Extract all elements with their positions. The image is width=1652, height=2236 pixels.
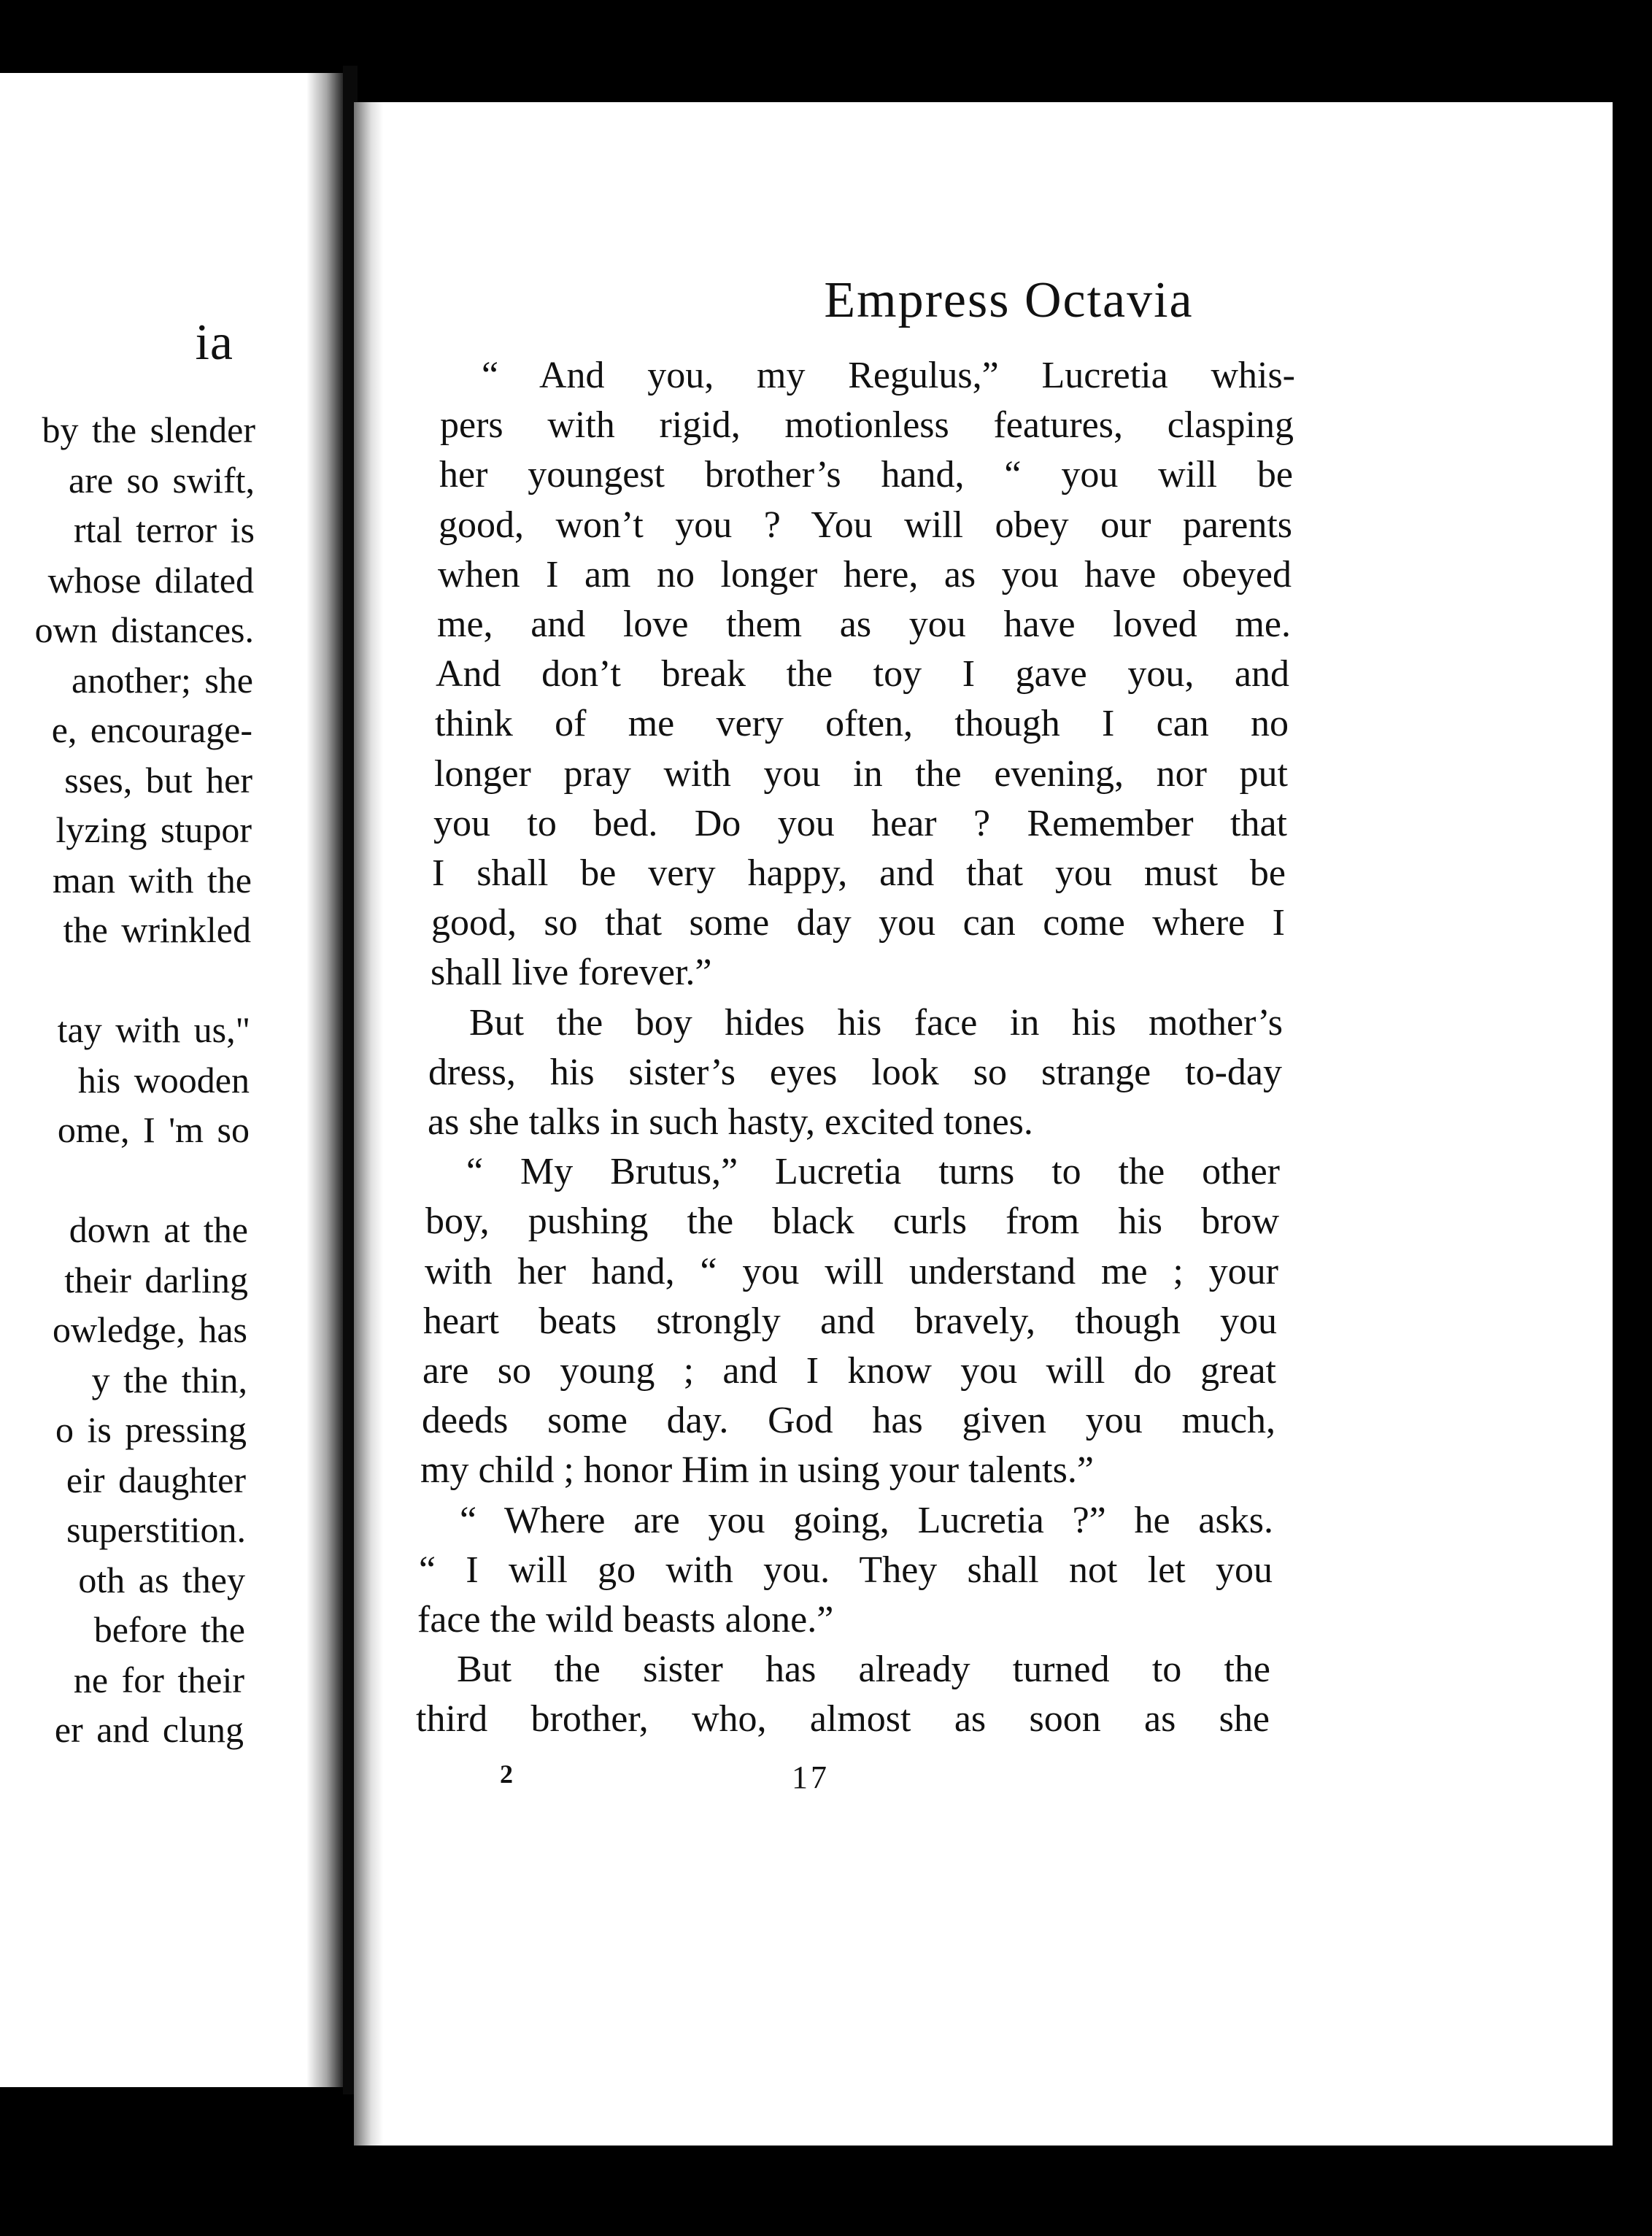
text-line: dress, his sister’s eyes look so strange to-day [428,1051,1282,1093]
left-text-line: e, encourage- [51,709,252,750]
left-running-head-fragment: ia [195,315,233,371]
left-text-line: lyzing stupor [55,809,252,850]
left-text-line: their darling [64,1259,248,1300]
left-text-line: the wrinkled [63,909,251,950]
text-line: shall live forever.” [431,952,712,994]
text-line: “ Where are you going, Lucretia ?” he asks. [460,1499,1273,1541]
left-text-line: own distances. [34,609,254,650]
text-line: third brother, who, almost as soon as she [416,1698,1270,1740]
text-line: face the wild beasts alone.” [417,1599,834,1641]
text-line: “ I will go with you. They shall not let you [419,1549,1273,1591]
text-line: boy, pushing the black curls from his brow [425,1200,1279,1243]
left-text-line: ome, I 'm so [57,1109,250,1150]
text-line: are so young ; and I know you will do great [422,1350,1276,1392]
text-line: pers with rigid, motionless features, clasping [440,404,1294,447]
text-line: “ And you, my Regulus,” Lucretia whis- [482,355,1295,396]
text-line: my child ; honor Him in using your talents.” [420,1449,1094,1492]
left-text-line: owledge, has [52,1309,247,1350]
left-text-line: y the thin, [91,1359,247,1400]
scan-edge [1613,73,1652,2189]
text-line: when I am no longer here, as you have obeyed [438,553,1292,595]
text-line: But the sister has already turned to the [457,1649,1270,1691]
text-line: “ My Brutus,” Lucretia turns to the other [466,1151,1280,1193]
text-line: you to bed. Do you hear ? Remember that [433,802,1287,844]
page-number: 17 [792,1759,830,1795]
left-text-line: man with the [52,859,252,901]
text-line: with her hand, “ you will understand me ; your [425,1250,1278,1292]
left-text-line: oth as they [78,1559,245,1600]
text-line: as she talks in such hasty, excited tones. [428,1101,1033,1143]
text-line: And don’t break the toy I gave you, and [436,653,1289,695]
left-page-fragment [0,73,343,2087]
text-line: longer pray with you in the evening, nor put [434,752,1288,795]
left-text-line: tay with us," [57,1009,250,1050]
left-text-line: er and clung [54,1709,244,1750]
left-text-line: are so swift, [69,459,255,501]
left-text-line: ne for their [73,1659,244,1700]
text-line: I shall be very happy, and that you must be [432,852,1286,894]
left-text-line: sses, but her [64,759,252,801]
text-line: me, and love them as you have loved me. [437,604,1291,645]
page-inner-shadow [354,102,383,2146]
left-text-line: by the slender [42,409,255,450]
text-line: deeds some day. God has given you much, [422,1400,1275,1442]
left-text-line: his wooden [77,1059,250,1100]
text-line: think of me very often, though I can no [435,703,1289,745]
text-line: But the boy hides his face in his mother’s [469,1001,1283,1044]
signature-mark: 2 [500,1759,513,1789]
text-line: good, won’t you ? You will obey our parents [439,504,1292,546]
left-text-line: rtal terror is [73,509,255,550]
left-text-line: superstition. [66,1509,246,1550]
left-text-line: eir daughter [66,1459,246,1500]
running-head: Empress Octavia [824,272,1194,328]
left-text-line: down at the [69,1209,248,1250]
gutter-shadow [306,73,343,2087]
left-text-line: whose dilated [47,559,254,601]
text-line: her youngest brother’s hand, “ you will be [439,454,1293,496]
left-text-line: o is pressing [55,1409,247,1450]
text-line: good, so that some day you can come where I [431,902,1285,944]
left-text-line: before the [93,1609,245,1650]
text-line: heart beats strongly and bravely, though you [423,1300,1277,1342]
left-text-line: another; she [72,659,253,701]
right-page [354,102,1613,2146]
